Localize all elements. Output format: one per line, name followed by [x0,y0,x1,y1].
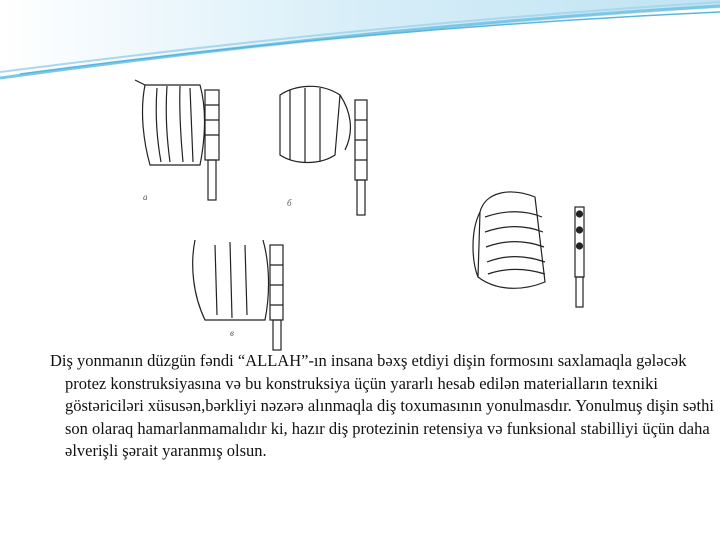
tooth-preparation-figure-right [460,172,600,312]
tooth-preparation-figure-left [105,70,390,355]
figure-label-c: в [230,328,234,338]
tooth-drawing-right [460,172,600,312]
drawing-b [280,86,367,215]
figure-label-a: а [143,192,148,202]
body-paragraph: Diş yonmanın düzgün fəndi “ALLAH”-ın insana bəxş etdiyi dişin formosını saxlamaqla gələcək protez konstruksiyasına və bu konstruksiya üçün yararlı hesab edilən materialların texniki göstəriciləri xüsusən,bərkliyi nəzərə alınmaqla diş toxumasının yonulmasdır. Yonulmuş dişin səthi son olaraq hamarlanmamalıdır ki, hazır diş protezinin retensiya və funksional stabilliyi üçün daha əlverişli şərait yaranmış olsun. [50,351,714,460]
drawing-c [193,240,283,350]
tooth-drawings [105,70,390,355]
drawing-a [135,80,219,200]
figure-label-b: б [287,198,292,208]
header-wave-decoration [0,0,720,80]
